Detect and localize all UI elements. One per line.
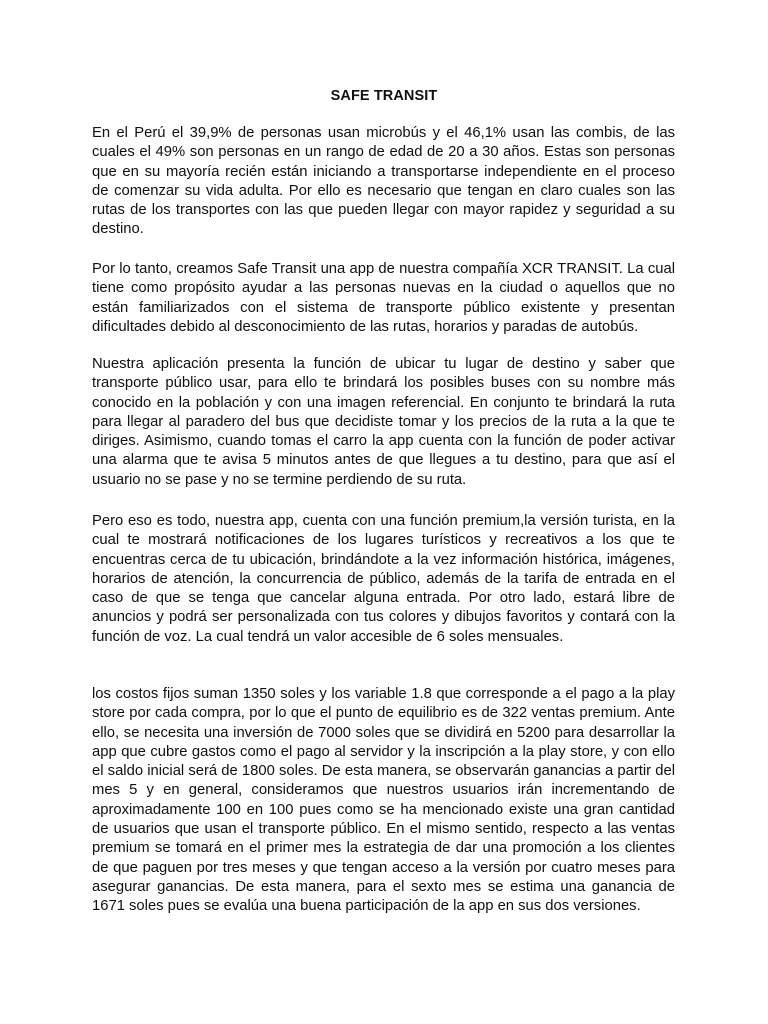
paragraph-intro: En el Perú el 39,9% de personas usan microbús y el 46,1% usan las combis, de las cuales el 49% son personas en un rango de edad de 20 a 30 años. Estas son personas que en su mayoría recién están iniciando a transportarse independiente en el proceso de comenzar su vida adulta. Por ello es necesario que tengan en claro cuales son las rutas de los transportes con las que pueden llegar con mayor rapidez y seguridad a su destino.	[92, 125, 675, 238]
paragraph-features: Nuestra aplicación presenta la función de ubicar tu lugar de destino y saber que transporte público usar, para ello te brindará los posibles buses con su nombre más conocido en la población y con una imagen referencial. En conjunto te brindará la ruta para llegar al paradero del bus que decidiste tomar y los precios de la ruta a la que te diriges. Asimismo, cuando tomas el carro la app cuenta con la función de poder activar una alarma que te avisa 5 minutos antes de que llegues a tu destino, para que así el usuario no se pase y no se termine perdiendo de su ruta.	[92, 356, 675, 488]
paragraph-company: Por lo tanto, creamos Safe Transit una app de nuestra compañía XCR TRANSIT. La cual tiene como propósito ayudar a las personas nuevas en la ciudad o aquellos que no están familiarizados con el sistema de transporte público existente y presentan dificultades debido al desconocimiento de las rutas, horarios y paradas de autobús.	[92, 261, 675, 335]
document-title: SAFE TRANSIT	[330, 88, 438, 104]
paragraph-costs: los costos fijos suman 1350 soles y los variable 1.8 que corresponde a el pago a la play store por cada compra, por lo que el punto de equilibrio es de 322 ventas premium. Ante ello, se necesita una inversión de 7000 soles que se dividirá en 5200 para desarrollar la app que cubre gastos como el pago al servidor y la inscripción a la play store, y con ello el saldo inicial será de 1800 soles. De esta manera, se observarán ganancias a partir del mes 5 y en general, consideramos que nuestros usuarios irán incrementando de aproximadamente 100 en 100 pues como se ha mencionado existe una gran cantidad de usuarios que usan el transporte público. En el mismo sentido, respecto a las ventas premium se tomará en el primer mes la estrategia de dar una promoción a los clientes de que paguen por tres meses y que tengan acceso a la versión por cuatro meses para asegurar ganancias. De esta manera, para el sexto mes se estima una ganancia de 1671 soles pues se evalúa una buena participación de la app en sus dos versiones.	[92, 686, 675, 915]
paragraph-premium: Pero eso es todo, nuestra app, cuenta con una función premium,la versión turista, en la cual te mostrará notificaciones de los lugares turísticos y recreativos a los que te encuentras cerca de tu ubicación, brindándote a la vez información histórica, imágenes, horarios de atención, la concurrencia de público, además de la tarifa de entrada en el caso de que se tenga que cancelar alguna entrada. Por otro lado, estará libre de anuncios y podrá ser personalizada con tus colores y dibujos favoritos y contará con la función de voz. La cual tendrá un valor accesible de 6 soles mensuales.	[92, 513, 675, 645]
